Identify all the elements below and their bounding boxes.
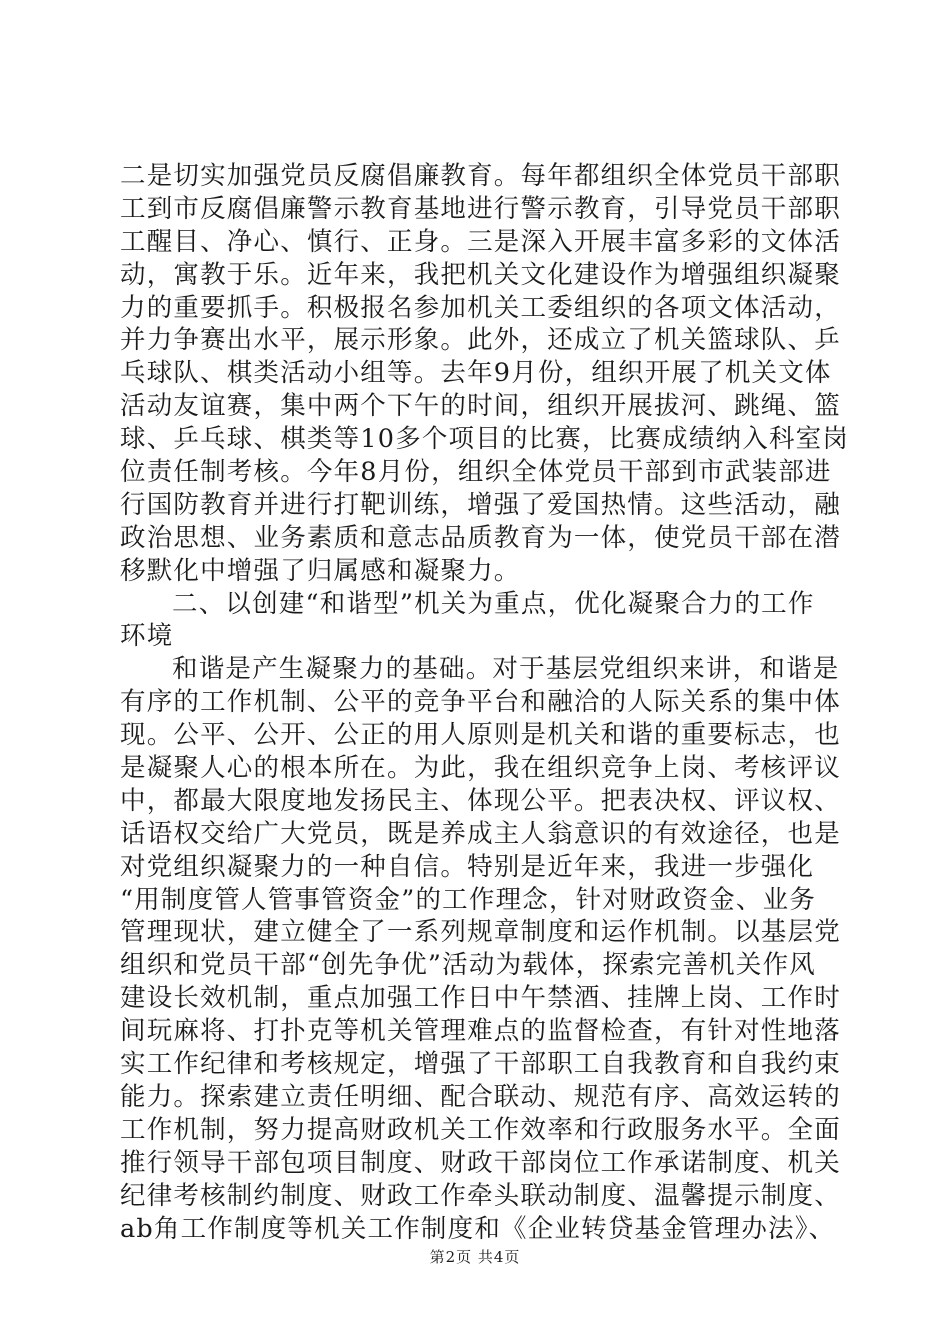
text-line: 现。公平、公开、公正的用人原则是机关和谐的重要标志，也 [120, 720, 841, 751]
text-line: “用制度管人管事管资金”的工作理念，针对财政资金、业务 [120, 884, 816, 915]
text-line: 球、乒乓球、棋类等10多个项目的比赛，比赛成绩纳入科室岗 [120, 424, 850, 455]
text-line: 政治思想、业务素质和意志品质教育为一体，使党员干部在潜 [120, 522, 841, 553]
page-footer [0, 1246, 950, 1267]
text-line: ab角工作制度等机关工作制度和《企业转贷基金管理办法》、 [120, 1213, 836, 1244]
text-line: 是凝聚人心的根本所在。为此，我在组织竞争上岗、考核评议 [120, 753, 841, 784]
text-line: 活动友谊赛，集中两个下午的时间，组织开展拔河、跳绳、篮 [120, 391, 841, 422]
text-line: 乓球队、棋类活动小组等。去年9月份，组织开展了机关文体 [120, 358, 832, 389]
text-line: 工到市反腐倡廉警示教育基地进行警示教育，引导党员干部职 [120, 193, 841, 224]
text-line: 对党组织凝聚力的一种自信。特别是近年来，我进一步强化 [120, 851, 815, 882]
text-line: 二是切实加强党员反腐倡廉教育。每年都组织全体党员干部职 [120, 161, 841, 191]
text-line: 实工作纪律和考核规定，增强了干部职工自我教育和自我约束 [120, 1049, 841, 1080]
section-heading: 二、以创建“和谐型”机关为重点，优化凝聚合力的工作 [172, 588, 815, 619]
text-line: 动，寓教于乐。近年来，我把机关文化建设作为增强组织凝聚 [120, 259, 841, 290]
text-line: 工醒目、净心、慎行、正身。三是深入开展丰富多彩的文体活 [120, 226, 841, 257]
text-line: 有序的工作机制、公平的竞争平台和融洽的人际关系的集中体 [120, 687, 841, 718]
text-line: 推行领导干部包项目制度、财政干部岗位工作承诺制度、机关 [120, 1147, 841, 1178]
text-line: 移默化中增强了归属感和凝聚力。 [120, 555, 521, 586]
text-line: 能力。探索建立责任明细、配合联动、规范有序、高效运转的 [120, 1081, 841, 1112]
document-body [120, 160, 850, 1245]
section-heading-continuation: 环境 [120, 621, 174, 652]
text-line: 建设长效机制，重点加强工作日中午禁酒、挂牌上岗、工作时 [120, 983, 841, 1014]
text-line: 工作机制，努力提高财政机关工作效率和行政服务水平。全面 [120, 1114, 841, 1145]
text-line: 位责任制考核。今年8月份，组织全体党员干部到市武装部进 [120, 457, 832, 488]
text-line: 并力争赛出水平，展示形象。此外，还成立了机关篮球队、乒 [120, 325, 841, 356]
page-number-label: 第2页 共4页 [429, 1248, 521, 1266]
text-line: 力的重要抓手。积极报名参加机关工委组织的各项文体活动， [120, 292, 841, 323]
text-line: 中，都最大限度地发扬民主、体现公平。把表决权、评议权、 [120, 785, 841, 816]
text-line: 纪律考核制约制度、财政工作牵头联动制度、温馨提示制度、 [120, 1180, 841, 1211]
text-line: 行国防教育并进行打靶训练，增强了爱国热情。这些活动，融 [120, 489, 841, 520]
text-line: 话语权交给广大党员，既是养成主人翁意识的有效途径，也是 [120, 818, 841, 849]
text-line: 间玩麻将、打扑克等机关管理难点的监督检查，有针对性地落 [120, 1016, 841, 1047]
text-line: 组织和党员干部“创先争优”活动为载体，探索完善机关作风 [120, 950, 816, 981]
text-line: 和谐是产生凝聚力的基础。对于基层党组织来讲，和谐是 [172, 654, 840, 685]
text-line: 管理现状，建立健全了一系列规章制度和运作机制。以基层党 [120, 917, 841, 948]
